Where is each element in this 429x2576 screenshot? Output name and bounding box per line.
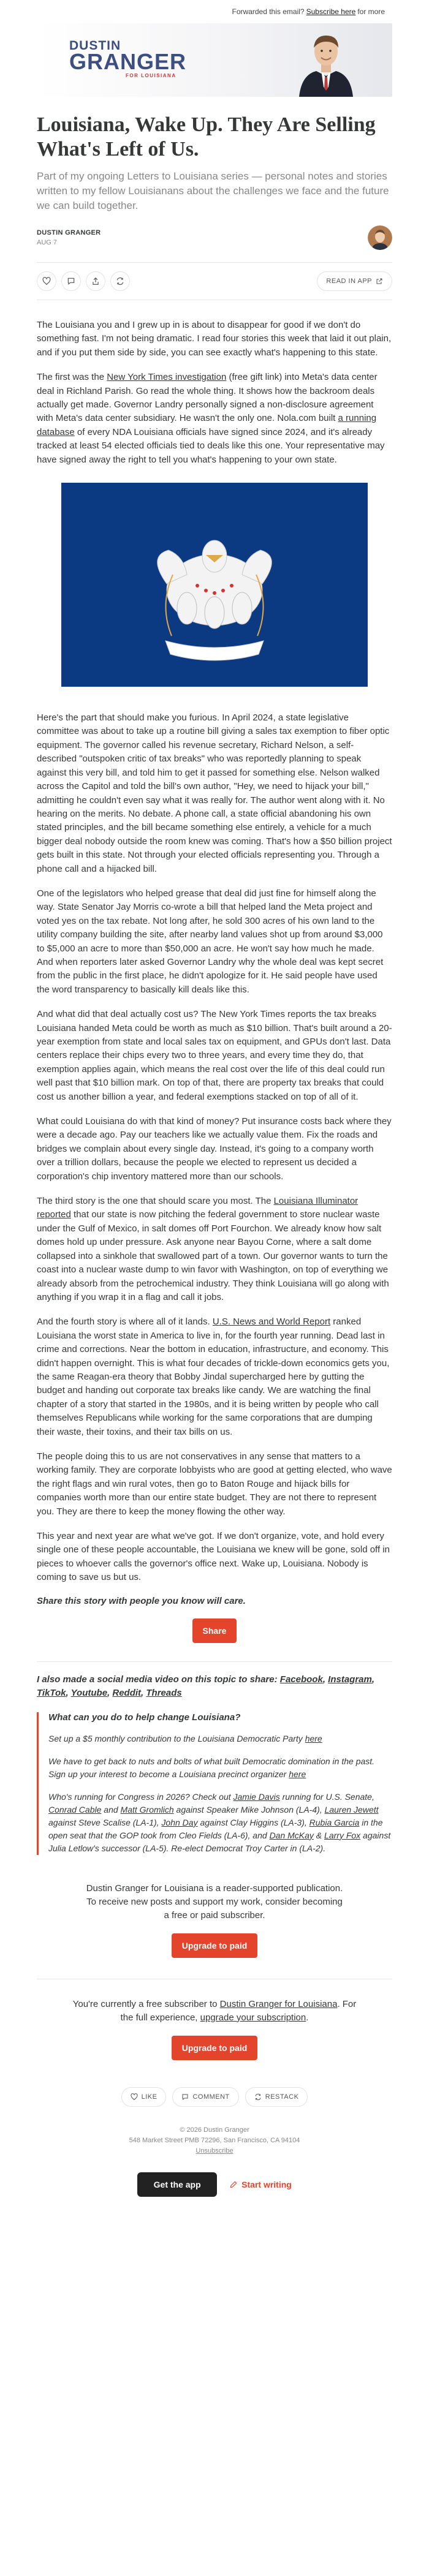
- author-name[interactable]: DUSTIN GRANGER: [37, 229, 101, 236]
- sub-text-c: .: [306, 2012, 309, 2023]
- footer-restack-button[interactable]: [245, 2087, 308, 2107]
- unsubscribe-link[interactable]: Unsubscribe: [196, 2147, 233, 2155]
- footer-restack-label: RESTACK: [265, 2093, 299, 2101]
- address: 548 Market Street PMB 72296, San Francisco, CA 94104: [129, 2136, 300, 2144]
- logo-last: GRANGER: [69, 49, 187, 74]
- nda-database-link[interactable]: a running database: [37, 413, 377, 437]
- publication-link[interactable]: Dustin Granger for Louisiana: [219, 1998, 338, 2009]
- post-date: AUG 7: [37, 239, 58, 246]
- share-icon-button[interactable]: [86, 271, 105, 291]
- candidate-link[interactable]: Rubia Garcia: [309, 1817, 360, 1827]
- comment-icon: [67, 277, 75, 285]
- like-button[interactable]: [37, 271, 56, 291]
- c3-i: against Julia Letlow's successor (LA-5). Re-elect Democrat Troy Carter in (LA-2).: [48, 1830, 391, 1853]
- candidate-link[interactable]: Lauren Jewett: [324, 1804, 379, 1815]
- louisiana-flag-image: [61, 483, 368, 687]
- social-text: I also made a social media video on this topic to share:: [37, 1674, 280, 1685]
- reddit-link[interactable]: Reddit: [112, 1687, 142, 1698]
- callout-item1-text: Set up a $5 monthly contribution to the Louisiana Democratic Party: [48, 1733, 305, 1743]
- get-app-button[interactable]: [137, 2172, 217, 2197]
- promo-box: [37, 1882, 392, 1958]
- candidate-link[interactable]: Dan McKay: [269, 1830, 314, 1840]
- p7-text-a: The third story is the one that should scare you most. The: [37, 1196, 274, 1207]
- forward-notice: [0, 0, 429, 23]
- logo-sub: FOR LOUISIANA: [126, 73, 177, 78]
- c3-h: &: [313, 1830, 325, 1840]
- start-writing-label: Start writing: [241, 2179, 292, 2189]
- footer-like-button[interactable]: [121, 2087, 167, 2107]
- candidate-link[interactable]: Larry Fox: [324, 1830, 361, 1840]
- body-paragraph-4: One of the legislators who helped grease that deal did just fine for himself along the way. State Senator Jay Morris co-wrote a bill that helped land the Meta project and voted yes on the tax rebate. Not long after, he sold 300 acres of his own land to the utility company building the site, after nearby land values shot up from around $3,000 to $5,000 an acre to more than $50,000 an acre. He won't say how much he made. And when reporters later asked Governor Landry why the whole deal was kept secret from the public in the first place, he didn't apologize for it. He said people have used the word transparency to basically kill deals like this.: [37, 888, 384, 995]
- youtube-link[interactable]: Youtube: [70, 1687, 108, 1698]
- heart-icon: [131, 2093, 138, 2101]
- threads-link[interactable]: Threads: [146, 1687, 182, 1698]
- c3-e: against Steve Scalise (LA-1),: [48, 1817, 162, 1827]
- byline: [37, 225, 392, 250]
- c3-d: against Speaker Mike Johnson (LA-4),: [173, 1804, 325, 1815]
- footer-comment-button[interactable]: [172, 2087, 238, 2107]
- comment-icon: [181, 2093, 189, 2101]
- share-icon: [91, 277, 100, 285]
- body-paragraph-7: [37, 1195, 392, 1304]
- p2-text-a: The first was the: [37, 372, 107, 383]
- forward-prefix: Forwarded this email?: [232, 7, 305, 16]
- body-paragraph-10: This year and next year are what we've got. If we don't organize, vote, and hold every single one of these people accountable, the Louisiana we knew will be gone, sold off in pieces to whoever calls the governor's office next. Wake up, Louisiana. Nobody is coming to save us but us.: [37, 1531, 390, 1583]
- nyt-investigation-link[interactable]: New York Times investigation: [107, 372, 227, 383]
- facebook-link[interactable]: Facebook: [279, 1674, 323, 1685]
- upgrade-button[interactable]: [172, 1933, 257, 1958]
- usnews-link[interactable]: U.S. News and World Report: [212, 1316, 331, 1328]
- callout-item-organizer: [48, 1755, 392, 1781]
- body-paragraph-3: Here's the part that should make you furious. In April 2024, a state legislative committee was about to take up a routine bill giving a sales tax exemption to fiber optic equipment. The governor called his revenue secretary, Richard Nelson, a self-described "outspoken critic of tax breaks" who was reportedly planning to speak against this very bill, and told him to get it passed for something else. Nelson walked across the Capitol and told the bill's own author, "Hey, we need to hijack your bill," admitting he couldn't even say what it was really for. The author went along with it. No hearing on the merits. No debate. A phone call, a state official abandoning his own stated principles, and the bill became something else entirely, a vehicle for a much bigger deal nobody outside the room knew was coming. That's how a $50 billion project gets built in this state. Not through your elected officials representing you. Through a phone call and a hijacked bill.: [37, 712, 392, 874]
- action-callout: [37, 1712, 392, 1855]
- social-links: I also made a social media video on this topic to share: Facebook, Instagram, TikTok, Youtube, Reddit, Threads: [37, 1674, 375, 1698]
- p2-text-c: of every NDA Louisiana officials have signed since 2024, and it's already tracked at least 54 elected officials tied to deals like this one. Your representative may have signed away the right to tell you what's happening to your own state.: [37, 426, 385, 465]
- body-paragraph-2: [37, 371, 392, 467]
- restack-button[interactable]: [110, 271, 130, 291]
- share-button-label: Share: [202, 1625, 227, 1636]
- share-button[interactable]: [192, 1618, 237, 1643]
- illuminator-link[interactable]: Louisiana Illuminator reported: [37, 1196, 359, 1220]
- upgrade-button-secondary[interactable]: [172, 2036, 257, 2060]
- body-paragraph-1: The Louisiana you and I grew up in is about to disappear for good if we don't do something fast. I'm not being dramatic. I read four stories this week that laid it out plain, and if you put them side by side, you can see exactly what's happening to this state.: [37, 320, 392, 358]
- p8-text-b: ranked Louisiana the worst state in America to live in, for the fourth year running. Dead last in crime and corrections. Near the bottom in education, infrastructure, and economy. This didn't happen overnight. This is what four decades of trickle-down economics gets you, the same Reagan-era theory that Bobby Jindal supercharged here by gutting the budget and handing out corporate tax breaks like candy. We are watching the final chapter of a story that started in the 1980s, and it is being written by people who call themselves Republicans while working for the same corporations that are dumping their waste, their toxins, and their tax bills on us.: [37, 1316, 390, 1437]
- app-row: [37, 2172, 392, 2197]
- avatar[interactable]: [368, 225, 392, 250]
- instagram-link[interactable]: Instagram: [328, 1674, 372, 1685]
- author-photo: [298, 28, 354, 97]
- promo-text: Dustin Granger for Louisiana is a reader-supported publication. To receive new posts and support my work, consider becoming a free or paid subscriber.: [86, 1883, 343, 1921]
- read-in-app-button[interactable]: [317, 271, 392, 291]
- c3-g: in the open seat that the GOP took from Cleo Fields (LA-6), and: [48, 1817, 383, 1840]
- header-banner[interactable]: [37, 23, 392, 97]
- callout-item-candidates: [48, 1791, 392, 1855]
- upgrade-button-label: Upgrade to paid: [181, 1940, 248, 1951]
- tiktok-link[interactable]: TikTok: [37, 1687, 66, 1698]
- sub-text-b: . For the full experience,: [120, 1998, 357, 2023]
- candidate-link[interactable]: Jamie Davis: [233, 1791, 280, 1802]
- organizer-link[interactable]: here: [289, 1769, 306, 1779]
- pencil-icon: [229, 2180, 238, 2189]
- upgrade-subscription-link[interactable]: upgrade your subscription: [200, 2012, 306, 2023]
- c3-a: Who's running for Congress in 2026? Check out: [48, 1791, 233, 1802]
- get-app-label: Get the app: [153, 2179, 201, 2189]
- read-in-app-label: READ IN APP: [326, 278, 372, 285]
- heart-icon: [42, 277, 51, 285]
- p8-text-a: And the fourth story is where all of it lands.: [37, 1316, 213, 1328]
- logo-first: DUSTIN: [69, 39, 121, 53]
- body-paragraph-6: What could Louisiana do with that kind of money? Put insurance costs back where they were a decade ago. Pay our teachers like we actually value them. Fix the roads and bridges we complain about every single day. Instead, it's going to a company worth over a trillion dollars, because the people we elected to represent us decided a corporation's chip inventory mattered more than our schools.: [37, 1116, 392, 1182]
- candidate-link[interactable]: Conrad Cable: [48, 1804, 102, 1815]
- body-paragraph-9: The people doing this to us are not conservatives in any sense that matters to a working family. They are corporate lobbyists who are good at getting elected, who wave the right flags and win rural votes, then go to Baton Rouge and hijack bills for companies worth more than our entire state budget. They are not there to represent you. They are there to keep the money flowing the other way.: [37, 1451, 392, 1517]
- restack-icon: [254, 2093, 262, 2101]
- p7-text-b: that our state is now pitching the federal government to store nuclear waste under the Gulf of Mexico, in salt domes off Port Fourchon. We already know how salt domes hold up under pressure. Ask anyone near Bayou Corne, where a salt dome collapsed into a sinkhole that swallowed part of a town. Our governor wants to turn the coast into a nuclear waste dump to win favor with Washington, on top of everything we already absorb from the petrochemical industry. They think Louisiana will go along with anything if you wrap it in a flag and call it jobs.: [37, 1209, 389, 1302]
- post-subtitle: Part of my ongoing Letters to Louisiana series — personal notes and stories written to my fellow Louisianans about the challenges we face and the future we can build together.: [37, 170, 389, 211]
- divider: [37, 1661, 392, 1662]
- footer-actions: [37, 2087, 392, 2107]
- callout-item2-text: We have to get back to nuts and bolts of what built Democratic domination in the past. Sign up your interest to become a Louisiana precinct organizer: [48, 1756, 375, 1779]
- upgrade-button-secondary-label: Upgrade to paid: [181, 2042, 248, 2053]
- c3-c: and: [101, 1804, 121, 1815]
- subscription-status: [37, 1998, 392, 2060]
- post-actions: [37, 262, 392, 300]
- copyright: © 2026 Dustin Granger: [180, 2126, 249, 2134]
- share-heading: Share this story with people you know will care.: [37, 1595, 246, 1606]
- callout-item-donate: [48, 1732, 392, 1745]
- subscription-text: [37, 1998, 392, 2025]
- external-link-icon: [376, 278, 383, 285]
- forward-suffix: for more: [357, 7, 385, 16]
- subscribe-link[interactable]: Subscribe here: [306, 7, 356, 16]
- c3-b: running for U.S. Senate,: [279, 1791, 374, 1802]
- candidate-link[interactable]: Matt Gromlich: [120, 1804, 174, 1815]
- footer-like-label: LIKE: [141, 2093, 158, 2101]
- body-paragraph-8: [37, 1315, 392, 1439]
- publication-logo: [69, 39, 186, 78]
- p2-text-b: (free gift link) into Meta's data center deal in Richland Parish. Go read the whole thing. It shows how the backroom deals actually get made. Governor Landry personally signed a non-disclosure agreement with Meta's data center subsidiary. He wasn't the only one. Nola.com built: [37, 372, 378, 424]
- restack-icon: [116, 277, 124, 285]
- c3-f: against Clay Higgins (LA-3),: [197, 1817, 309, 1827]
- footer-comment-label: COMMENT: [192, 2093, 230, 2101]
- callout-question: What can you do to help change Louisiana?: [48, 1712, 241, 1723]
- footer: [37, 2125, 392, 2156]
- comment-button[interactable]: [61, 271, 81, 291]
- donate-link[interactable]: here: [305, 1733, 322, 1743]
- candidate-link[interactable]: John Day: [161, 1817, 198, 1827]
- post-title[interactable]: Louisiana, Wake Up. They Are Selling What's Left of Us.: [37, 113, 376, 161]
- body-paragraph-5: And what did that deal actually cost us? The New York Times reports the tax breaks Louisiana handed Meta could be worth as much as $10 billion. That's built around a 20-year exemption from state and local sales tax on equipment, and GPUs don't last. Data centers replace their chips every two to three years, and every time they do, that exemption applies again, which means the real cost over the life of this deal could run well past that $10 billion mark. On top of that, there are property tax breaks that could cost us another billion a year, and federal exemptions stacked on top of all of it.: [37, 1009, 392, 1102]
- start-writing-button[interactable]: [229, 2172, 292, 2197]
- sub-text-a: You're currently a free subscriber to: [72, 1998, 220, 2009]
